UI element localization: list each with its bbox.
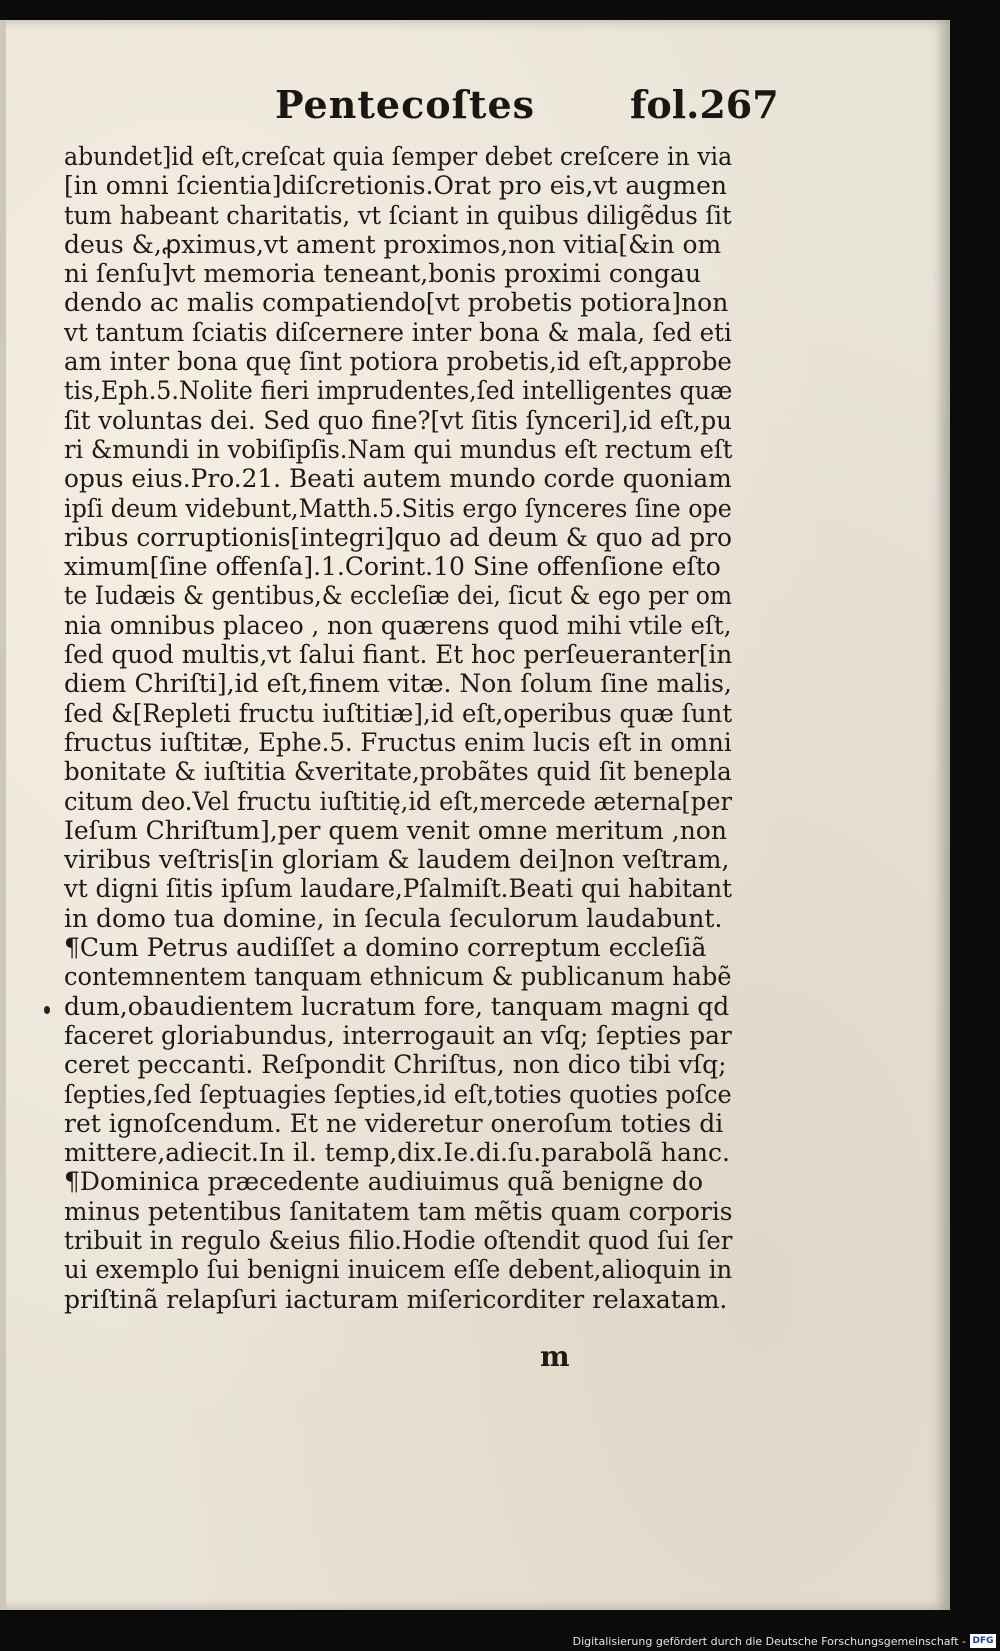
running-head: Pentecoſtes: [275, 82, 536, 127]
text-line: dendo ac malis compatiendo[vt probetis potiora]non: [64, 288, 729, 318]
paragraph-start-line: ¶Cum Petrus audiſſet a domino correptum eccleſiã: [64, 933, 707, 963]
text-line: abundet]id eſt,creſcat quia ſemper debet creſcere in via: [64, 142, 733, 171]
text-line: ribus corruptionis[integri]quo ad deum & quo ad pro: [64, 522, 732, 552]
text-line: priſtinã relapſuri iacturam miſericorditer relaxatam.: [64, 1284, 728, 1314]
text-line: vt digni ſitis ipſum laudare,Pſalmiſt.Beati qui habitant: [64, 874, 733, 904]
text-line: ipſi deum videbunt,Matth.5.Sitis ergo ſynceres ſine ope: [64, 493, 732, 523]
text-line: nia omnibus placeo , non quærens quod mihi vtile eſt,: [64, 610, 732, 640]
text-line: minus petentibus ſanitatem tam mẽtis quam corporis: [64, 1196, 733, 1226]
text-line: te Iudæis & gentibus,& eccleſiæ dei, ſicut & ego per om: [64, 581, 733, 611]
catchword: m: [540, 1340, 570, 1373]
text-line: tribuit in regulo &eius filio.Hodie oſtendit quod ſui ſer: [64, 1225, 733, 1255]
text-line: in domo tua domine, in ſecula ſeculorum laudabunt.: [64, 903, 723, 933]
text-line: ſed quod multis,vt ſalui fiant. Et hoc perſeueranter[in: [64, 640, 733, 670]
text-line: vt tantum ſciatis diſcernere inter bona & mala, ſed eti: [64, 317, 732, 347]
text-line: faceret gloriabundus, interrogauit an vſq; ſepties par: [64, 1020, 732, 1050]
text-line: ſepties,ſed ſeptuagies ſepties,id eſt,toties quoties poſce: [64, 1079, 732, 1109]
text-line: mittere,adiecit.In il. temp,dix.Ie.di.ſu.parabolã hanc.: [64, 1138, 730, 1168]
body-text: [64, 142, 734, 1314]
text-line: ui exemplo ſui benigni inuicem eſſe debent,alioquin in: [64, 1255, 733, 1285]
text-line: [in omni ſcientia]diſcretionis.Orat pro eis,vt augmen: [64, 171, 728, 201]
text-line: deus &,ꝓximus,vt ament proximos,non vitia[&in om: [64, 229, 722, 259]
text-line: am inter bona quę ſint potiora probetis,id eſt,approbe: [64, 347, 732, 377]
text-line: ceret peccanti. Reſpondit Chriſtus, non dico tibi vſq;: [64, 1050, 727, 1080]
text-line: tum habeant charitatis, vt ſciant in quibus diligẽdus ſit: [64, 200, 732, 230]
page-edge: [0, 20, 6, 1610]
paragraph-start-line: ¶Dominica præcedente audiuimus quã benigne do: [64, 1167, 704, 1197]
text-line: contemnentem tanquam ethnicum & publicanum habẽ: [64, 962, 732, 992]
text-line: opus eius.Pro.21. Beati autem mundo corde quoniam: [64, 464, 732, 494]
text-line: tis,Eph.5.Nolite fieri imprudentes,ſed intelligentes quæ: [64, 376, 733, 406]
folio-number: fol.267: [630, 82, 779, 127]
page-header: [0, 72, 950, 132]
dfg-logo: DFG: [970, 1634, 996, 1648]
text-line: ri &mundi in vobiſipſis.Nam qui mundus eſt rectum eſt: [64, 434, 733, 464]
text-line: ret ignoſcendum. Et ne videretur oneroſum toties di: [64, 1108, 724, 1138]
text-line: ſed &[Repleti fructu iuſtitiæ],id eſt,operibus quæ ſunt: [64, 698, 733, 728]
text-line: ni ſenſu]vt memoria teneant,bonis proximi congau: [64, 259, 702, 289]
text-line: ximum[ſine offenſa].1.Corint.10 Sine offenſione eſto: [64, 552, 721, 582]
text-line: bonitate & iuſtitia &veritate,probãtes quid ſit benepla: [64, 757, 732, 787]
text-line: ſit voluntas dei. Sed quo fine?[vt ſitis ſynceri],id eſt,pu: [64, 405, 732, 435]
text-line: dum,obaudientem lucratum fore, tanquam magni qd: [64, 991, 730, 1021]
text-line: citum deo.Vel fructu iuſtitię,id eſt,mercede æterna[per: [64, 786, 732, 816]
funding-credit: Digitalisierung gefördert durch die Deutsche Forschungsgemeinschaft -: [572, 1635, 966, 1648]
margin-mark: [44, 1006, 50, 1014]
text-line: fructus iuſtitæ, Ephe.5. Fructus enim lucis eſt in omni: [64, 727, 732, 757]
text-line: viribus veſtris[in gloriam & laudem dei]non veſtram,: [64, 845, 730, 875]
text-line: diem Chriſti],id eſt,finem vitæ. Non ſolum ſine malis,: [64, 669, 732, 699]
text-line: Ieſum Chriſtum],per quem venit omne meritum ,non: [64, 815, 727, 845]
